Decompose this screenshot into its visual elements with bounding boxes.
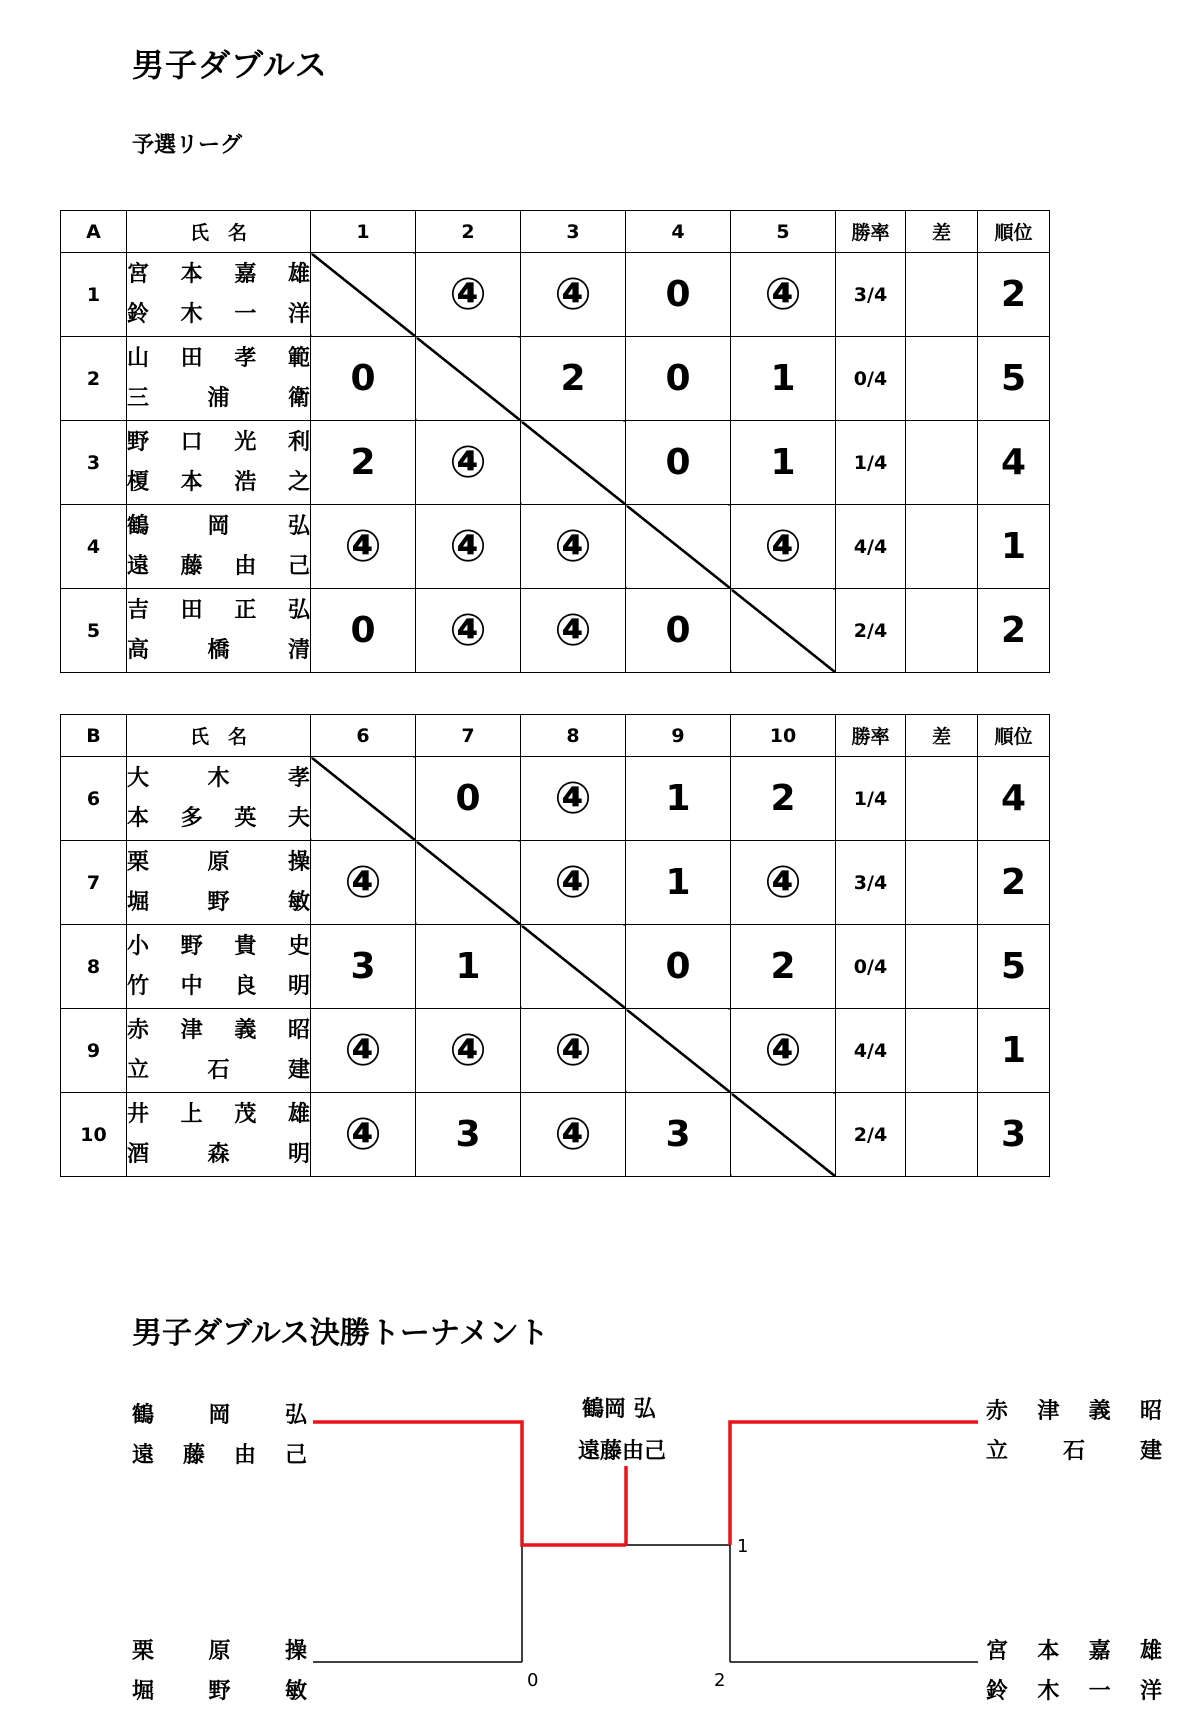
rank-value: 2 [978, 253, 1050, 337]
player-number: 4 [61, 505, 127, 589]
name-char: 堀 [132, 1679, 155, 1704]
name-char: 石 [207, 1057, 230, 1083]
rank-value: 2 [978, 589, 1050, 673]
name-char: 利 [287, 429, 310, 455]
name-char: 野 [207, 889, 230, 915]
player-number: 8 [61, 925, 127, 1009]
win-score: ④ [554, 857, 592, 908]
final-score: 1 [737, 1536, 749, 1557]
column-header: 6 [311, 715, 416, 757]
group-label: A [61, 211, 127, 253]
win-score: ④ [764, 521, 802, 572]
name-char: 小 [127, 933, 150, 959]
name-char: 英 [234, 805, 257, 831]
name-char: 井 [127, 1101, 150, 1127]
name-char: 高 [127, 637, 150, 663]
group-label: B [61, 715, 127, 757]
name-char: 大 [127, 765, 150, 791]
name-char: 遠 [132, 1443, 155, 1468]
name-char: 赤 [127, 1017, 150, 1043]
name-char: 嘉 [1088, 1639, 1111, 1664]
name-char: 雄 [1139, 1639, 1162, 1664]
column-header: 7 [416, 715, 521, 757]
name-char: 原 [208, 1639, 231, 1664]
win-rate: 0/4 [836, 337, 906, 421]
name-char: 山 [127, 345, 150, 371]
name-char: 野 [127, 429, 150, 455]
name-char: 雄 [287, 1101, 310, 1127]
section-subtitle: 予選リーグ [132, 133, 243, 158]
rate-header: 勝率 [836, 715, 906, 757]
name-char: 弘 [287, 513, 310, 539]
name-char: 孝 [287, 765, 310, 791]
column-header: 8 [521, 715, 626, 757]
bracket-player-name [986, 1434, 1162, 1465]
win-rate: 1/4 [836, 421, 906, 505]
name-char: 弘 [284, 1403, 307, 1428]
name-char: 野 [180, 933, 203, 959]
player-number: 2 [61, 337, 127, 421]
score-value: 2 [770, 946, 796, 987]
name-char: 己 [287, 553, 310, 579]
score-value: 1 [455, 946, 481, 987]
name-char: 昭 [1139, 1399, 1162, 1424]
win-score: ④ [449, 437, 487, 488]
name-char: 岡 [208, 1403, 231, 1428]
rank-value: 5 [978, 925, 1050, 1009]
name-char: 木 [1037, 1679, 1060, 1704]
player-number: 6 [61, 757, 127, 841]
score-value: 0 [665, 274, 691, 315]
bracket-player-name [132, 1398, 307, 1429]
win-rate: 2/4 [836, 589, 906, 673]
name-char: 田 [180, 345, 203, 371]
win-score: ④ [764, 857, 802, 908]
name-char: 明 [287, 973, 310, 999]
score-value: 2 [350, 442, 376, 483]
rank-value: 5 [978, 337, 1050, 421]
name-char: 洋 [1139, 1679, 1162, 1704]
name-char: 木 [207, 765, 230, 791]
name-char: 貴 [234, 933, 257, 959]
win-score: ④ [554, 1025, 592, 1076]
column-header: 3 [521, 211, 626, 253]
name-char: 明 [287, 1141, 310, 1167]
rank-value: 4 [978, 421, 1050, 505]
name-char: 堀 [127, 889, 150, 915]
name-char: 鶴 [132, 1403, 155, 1428]
score-value: 3 [455, 1114, 481, 1155]
name-char: 中 [180, 973, 203, 999]
name-char: 清 [287, 637, 310, 663]
score-value: 0 [665, 358, 691, 399]
name-char: 操 [284, 1639, 307, 1664]
name-char: 藤 [180, 553, 203, 579]
semi-right-score: 2 [714, 1670, 726, 1691]
bracket-player-name [132, 1674, 307, 1705]
name-char: 孝 [234, 345, 257, 371]
champion-name-1: 鶴岡 弘 [582, 1397, 656, 1422]
win-score: ④ [764, 1025, 802, 1076]
name-char: 上 [180, 1101, 203, 1127]
score-value: 0 [455, 778, 481, 819]
win-rate: 3/4 [836, 253, 906, 337]
name-char: 木 [180, 301, 203, 327]
name-char: 浩 [234, 469, 257, 495]
rank-value: 3 [978, 1093, 1050, 1177]
column-header: 1 [311, 211, 416, 253]
name-char: 弘 [287, 597, 310, 623]
win-score: ④ [764, 269, 802, 320]
name-char: 義 [1088, 1399, 1111, 1424]
rank-value: 1 [978, 505, 1050, 589]
player-number: 3 [61, 421, 127, 505]
name-char: 良 [234, 973, 257, 999]
win-score: ④ [344, 1109, 382, 1160]
win-rate: 3/4 [836, 841, 906, 925]
score-value: 1 [665, 778, 691, 819]
name-char: 義 [234, 1017, 257, 1043]
name-char: 森 [207, 1141, 230, 1167]
win-score: ④ [554, 605, 592, 656]
name-char: 己 [284, 1443, 307, 1468]
rate-header: 勝率 [836, 211, 906, 253]
player-number: 1 [61, 253, 127, 337]
player-number: 5 [61, 589, 127, 673]
name-char: 夫 [287, 805, 310, 831]
win-score: ④ [344, 521, 382, 572]
name-char: 鈴 [127, 301, 150, 327]
name-char: 操 [287, 849, 310, 875]
win-rate: 2/4 [836, 1093, 906, 1177]
name-char: 栗 [127, 849, 150, 875]
name-char: 栗 [132, 1639, 155, 1664]
name-char: 本 [127, 805, 150, 831]
score-value: 0 [350, 610, 376, 651]
column-header: 9 [626, 715, 731, 757]
rank-header: 順位 [978, 211, 1050, 253]
name-char: 石 [1062, 1439, 1085, 1464]
bracket-player-name [986, 1634, 1162, 1665]
name-char: 雄 [287, 261, 310, 287]
name-char: 本 [180, 469, 203, 495]
win-score: ④ [449, 1025, 487, 1076]
score-value: 1 [770, 358, 796, 399]
win-score: ④ [344, 857, 382, 908]
win-score: ④ [449, 521, 487, 572]
name-char: 橋 [207, 637, 230, 663]
score-value: 0 [665, 442, 691, 483]
score-value: 2 [770, 778, 796, 819]
win-score: ④ [554, 773, 592, 824]
score-value: 0 [665, 610, 691, 651]
score-value: 0 [350, 358, 376, 399]
name-char: 宮 [986, 1639, 1009, 1664]
score-value: 1 [770, 442, 796, 483]
name-header-label: 氏 名 [189, 726, 247, 748]
semi-left-score: 0 [527, 1670, 539, 1691]
name-char: 浦 [207, 385, 230, 411]
name-char: 三 [127, 385, 150, 411]
name-char: 範 [287, 345, 310, 371]
score-value: 1 [665, 862, 691, 903]
name-char: 衛 [287, 385, 310, 411]
name-char: 嘉 [234, 261, 257, 287]
name-char: 本 [180, 261, 203, 287]
name-char: 敏 [284, 1679, 307, 1704]
name-char: 由 [234, 553, 257, 579]
name-char: 赤 [986, 1399, 1009, 1424]
win-score: ④ [449, 605, 487, 656]
name-char: 宮 [127, 261, 150, 287]
name-char: 建 [287, 1057, 310, 1083]
name-char: 原 [207, 849, 230, 875]
name-char: 敏 [287, 889, 310, 915]
win-rate: 1/4 [836, 757, 906, 841]
name-char: 光 [234, 429, 257, 455]
win-score: ④ [554, 269, 592, 320]
player-number: 10 [61, 1093, 127, 1177]
score-value: 3 [350, 946, 376, 987]
name-char: 多 [180, 805, 203, 831]
name-char: 竹 [127, 973, 150, 999]
win-rate: 0/4 [836, 925, 906, 1009]
name-header-label: 氏 名 [189, 222, 247, 244]
name-char: 之 [287, 469, 310, 495]
name-char: 由 [233, 1443, 256, 1468]
column-header: 5 [731, 211, 836, 253]
name-char: 鈴 [986, 1679, 1009, 1704]
name-char: 田 [180, 597, 203, 623]
name-char: 一 [1088, 1679, 1111, 1704]
name-char: 立 [986, 1439, 1009, 1464]
finalist-path-right [730, 1422, 978, 1545]
page-title: 男子ダブルス [132, 46, 328, 84]
name-char: 遠 [127, 553, 150, 579]
name-char: 津 [180, 1017, 203, 1043]
score-value: 0 [665, 946, 691, 987]
diff-header: 差 [906, 211, 978, 253]
score-value: 3 [665, 1114, 691, 1155]
column-header: 2 [416, 211, 521, 253]
rank-value: 4 [978, 757, 1050, 841]
name-char: 一 [234, 301, 257, 327]
champion-name-2: 遠藤由己 [578, 1439, 667, 1464]
win-score: ④ [554, 521, 592, 572]
win-score: ④ [344, 1025, 382, 1076]
bracket-player-name [132, 1634, 307, 1665]
rank-value: 1 [978, 1009, 1050, 1093]
win-score: ④ [554, 1109, 592, 1160]
name-char: 正 [234, 597, 257, 623]
win-score: ④ [449, 269, 487, 320]
name-char: 茂 [234, 1101, 257, 1127]
name-char: 鶴 [127, 513, 150, 539]
bracket-player-name [986, 1394, 1162, 1425]
player-number: 7 [61, 841, 127, 925]
name-char: 岡 [207, 513, 230, 539]
name-char: 昭 [287, 1017, 310, 1043]
bracket-player-name [132, 1438, 307, 1469]
column-header: 4 [626, 211, 731, 253]
name-char: 津 [1037, 1399, 1060, 1424]
name-char: 洋 [287, 301, 310, 327]
name-char: 史 [287, 933, 310, 959]
name-char: 立 [127, 1057, 150, 1083]
name-char: 吉 [127, 597, 150, 623]
bracket-player-name [986, 1674, 1162, 1705]
name-char: 酒 [127, 1141, 150, 1167]
name-char: 本 [1037, 1639, 1060, 1664]
score-value: 2 [560, 358, 586, 399]
name-char: 口 [180, 429, 203, 455]
final-title: 男子ダブルス決勝トーナメント [132, 1316, 549, 1351]
rank-value: 2 [978, 841, 1050, 925]
name-char: 榎 [127, 469, 150, 495]
win-rate: 4/4 [836, 1009, 906, 1093]
win-rate: 4/4 [836, 505, 906, 589]
diff-header: 差 [906, 715, 978, 757]
player-number: 9 [61, 1009, 127, 1093]
rank-header: 順位 [978, 715, 1050, 757]
name-char: 建 [1139, 1439, 1162, 1464]
name-char: 野 [208, 1679, 231, 1704]
name-char: 藤 [182, 1443, 205, 1468]
column-header: 10 [731, 715, 836, 757]
